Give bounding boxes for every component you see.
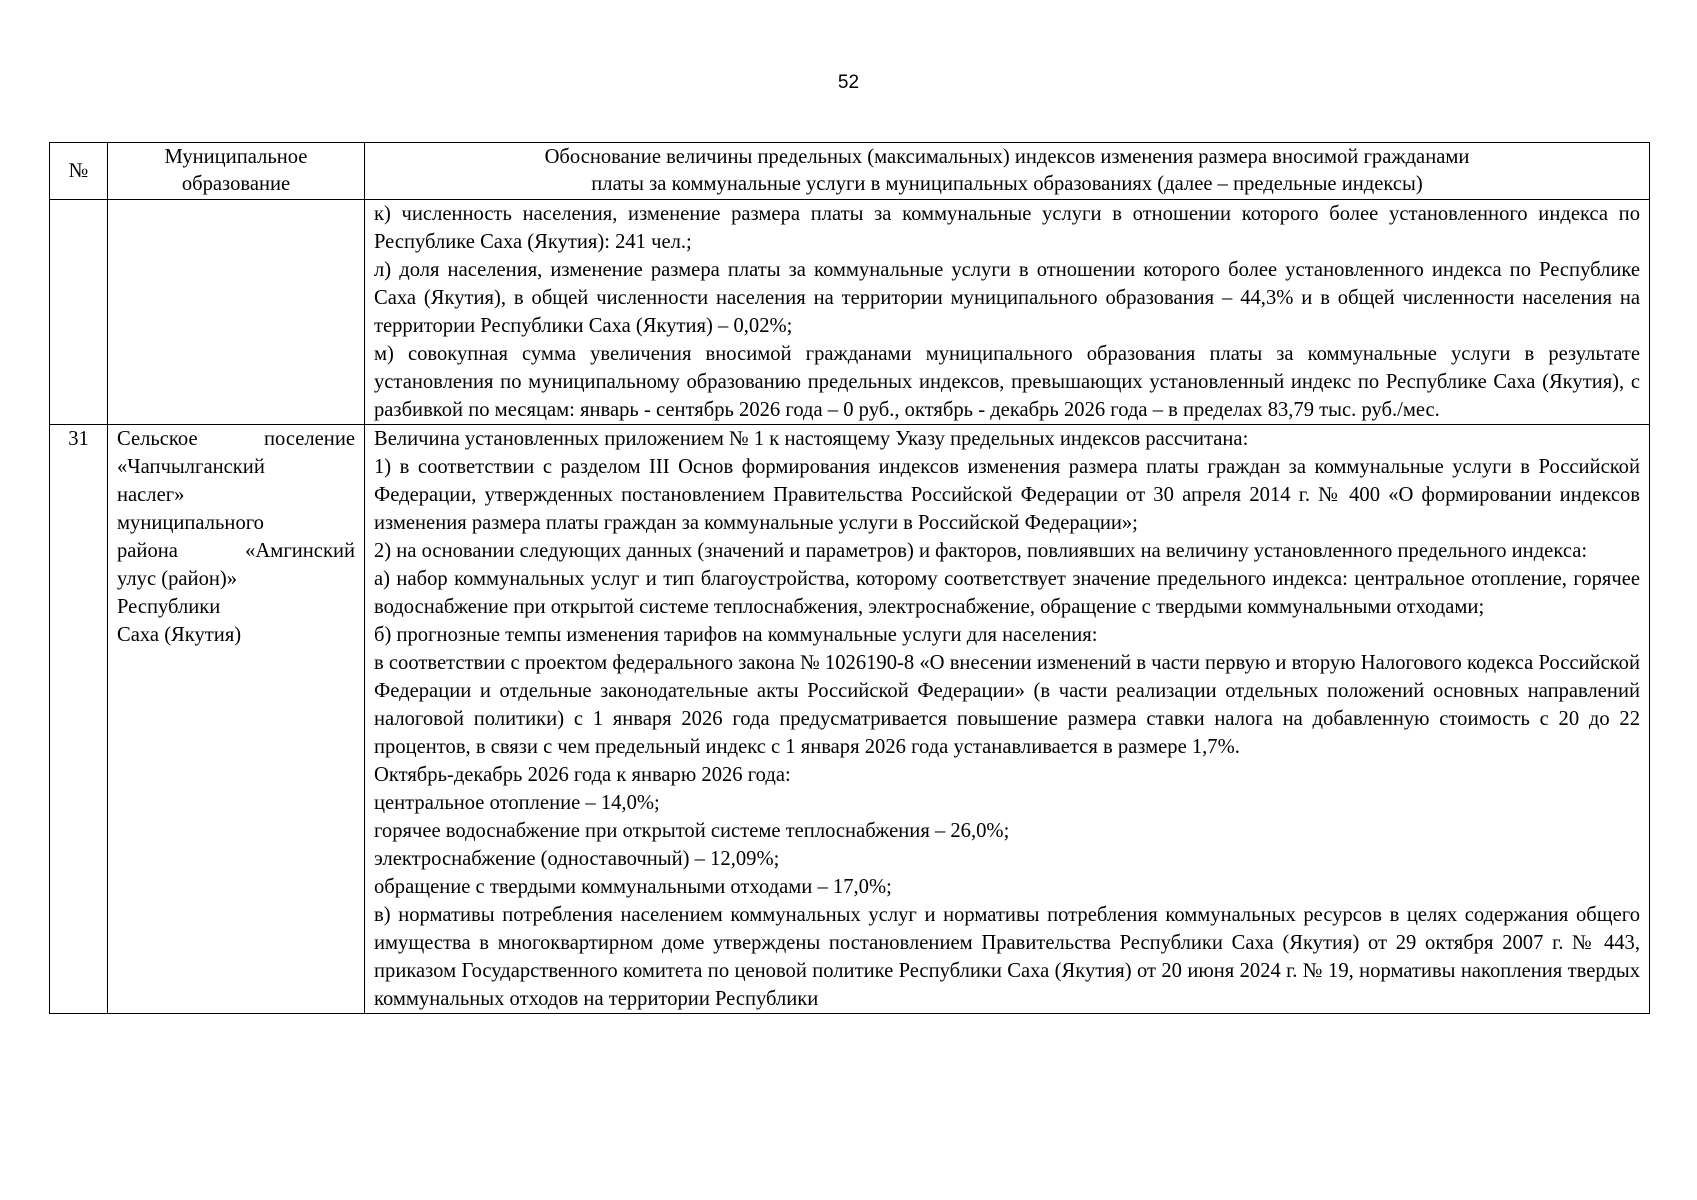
paragraph: Октябрь-декабрь 2026 года к январю 2026 года: xyxy=(374,764,791,786)
header-municipality-line-1: Муниципальное xyxy=(164,146,308,168)
justification-cell xyxy=(365,425,1650,1014)
row-number-cell xyxy=(50,200,108,425)
municipality-line: наслег» xyxy=(117,484,185,506)
paragraph: Величина установленных приложением № 1 к настоящему Указу предельных индексов рассчитана: xyxy=(374,428,1249,450)
paragraph: л) доля населения, изменение размера платы за коммунальные услуги в отношении которого более установленного индекса по Республике Саха (Якутия), в общей численности населения на территории муниципального образования – 44,3% и в общей численности населения на территории Республики Саха (Якутия) – 0,02%; xyxy=(374,259,1640,337)
paragraph: в) нормативы потребления населением коммунальных услуг и нормативы потребления коммунальных ресурсов в целях содержания общего имущества в многоквартирном доме утверждены постановлением Правительства Республики Саха (Якутия) от 29 октября 2007 г. № 443, приказом Государственного комитета по ценовой политике Республики Саха (Якутия) от 20 июня 2024 г. № 19, нормативы накопления твердых коммунальных отходов на территории Республики xyxy=(374,904,1640,1010)
paragraph: 1) в соответствии с разделом III Основ формирования индексов изменения размера платы граждан за коммунальные услуги в Российской Федерации, утвержденных постановлением Правительства Российской Федерации от 30 апреля 2014 г. № 400 «О формировании индексов изменения размера платы граждан за коммунальные услуги в Российской Федерации»; xyxy=(374,456,1640,534)
municipality-line: Саха (Якутия) xyxy=(117,624,242,646)
header-justification xyxy=(365,143,1650,200)
header-municipality-line-2: образование xyxy=(181,173,291,195)
paragraph: б) прогнозные темпы изменения тарифов на коммунальные услуги для населения: xyxy=(374,624,1098,646)
table-header-row xyxy=(50,143,1650,200)
paragraph: центральное отопление – 14,0%; xyxy=(374,792,660,814)
municipality-line: Сельское поселение xyxy=(117,428,355,450)
header-municipality xyxy=(108,143,365,200)
table-row xyxy=(50,200,1650,425)
paragraph: а) набор коммунальных услуг и тип благоустройства, которому соответствует значение предельного индекса: центральное отопление, горячее водоснабжение при открытой системе теплоснабжения, электроснабжение, обращение с твердыми коммунальными отходами; xyxy=(374,568,1640,618)
municipality-line: района «Амгинский xyxy=(117,540,355,562)
header-justification-line-2: платы за коммунальные услуги в муниципальных образованиях (далее – предельные индексы) xyxy=(591,173,1423,195)
row-number: 31 xyxy=(68,428,89,450)
header-num xyxy=(50,143,108,200)
page-number: 52 xyxy=(837,72,860,93)
paragraph: м) совокупная сумма увеличения вносимой гражданами муниципального образования платы за коммунальные услуги в результате установления по муниципальному образованию предельных индексов, превышающих установленный индекс по Республике Саха (Якутия), с разбивкой по месяцам: январь - сентябрь 2026 года – 0 руб., октябрь - декабрь 2026 года – в пределах 83,79 тыс. руб./мес. xyxy=(374,343,1640,421)
row-number-cell xyxy=(50,425,108,1014)
paragraph: горячее водоснабжение при открытой системе теплоснабжения – 26,0%; xyxy=(374,820,1010,842)
paragraph: электроснабжение (одноставочный) – 12,09%; xyxy=(374,848,780,870)
header-num-label: № xyxy=(68,159,89,182)
municipality-line: улус (район)» xyxy=(117,568,238,590)
municipality-cell xyxy=(108,425,365,1014)
justification-cell xyxy=(365,200,1650,425)
municipality-line: Республики xyxy=(117,596,221,618)
paragraph: в соответствии с проектом федерального закона № 1026190-8 «О внесении изменений в части первую и вторую Налогового кодекса Российской Федерации и отдельные законодательные акты Российской Федерации» (в части реализации отдельных положений основных направлений налоговой политики) с 1 января 2026 года предусматривается повышение размера ставки налога на добавленную стоимость с 20 до 22 процентов, в связи с чем предельный индекс с 1 января 2026 года устанавливается в размере 1,7%. xyxy=(374,652,1640,758)
paragraph: обращение с твердыми коммунальными отходами – 17,0%; xyxy=(374,876,892,898)
indices-table xyxy=(49,142,1650,1014)
municipality-cell xyxy=(108,200,365,425)
paragraph: 2) на основании следующих данных (значений и параметров) и факторов, повлиявших на величину установленного предельного индекса: xyxy=(374,540,1588,562)
header-justification-line-1: Обоснование величины предельных (максимальных) индексов изменения размера вносимой гражданами xyxy=(544,146,1470,168)
paragraph: к) численность населения, изменение размера платы за коммунальные услуги в отношении которого более установленного индекса по Республике Саха (Якутия): 241 чел.; xyxy=(374,203,1640,253)
municipality-line: муниципального xyxy=(117,512,264,534)
municipality-line: «Чапчылганский xyxy=(117,456,265,478)
table-row xyxy=(50,425,1650,1014)
